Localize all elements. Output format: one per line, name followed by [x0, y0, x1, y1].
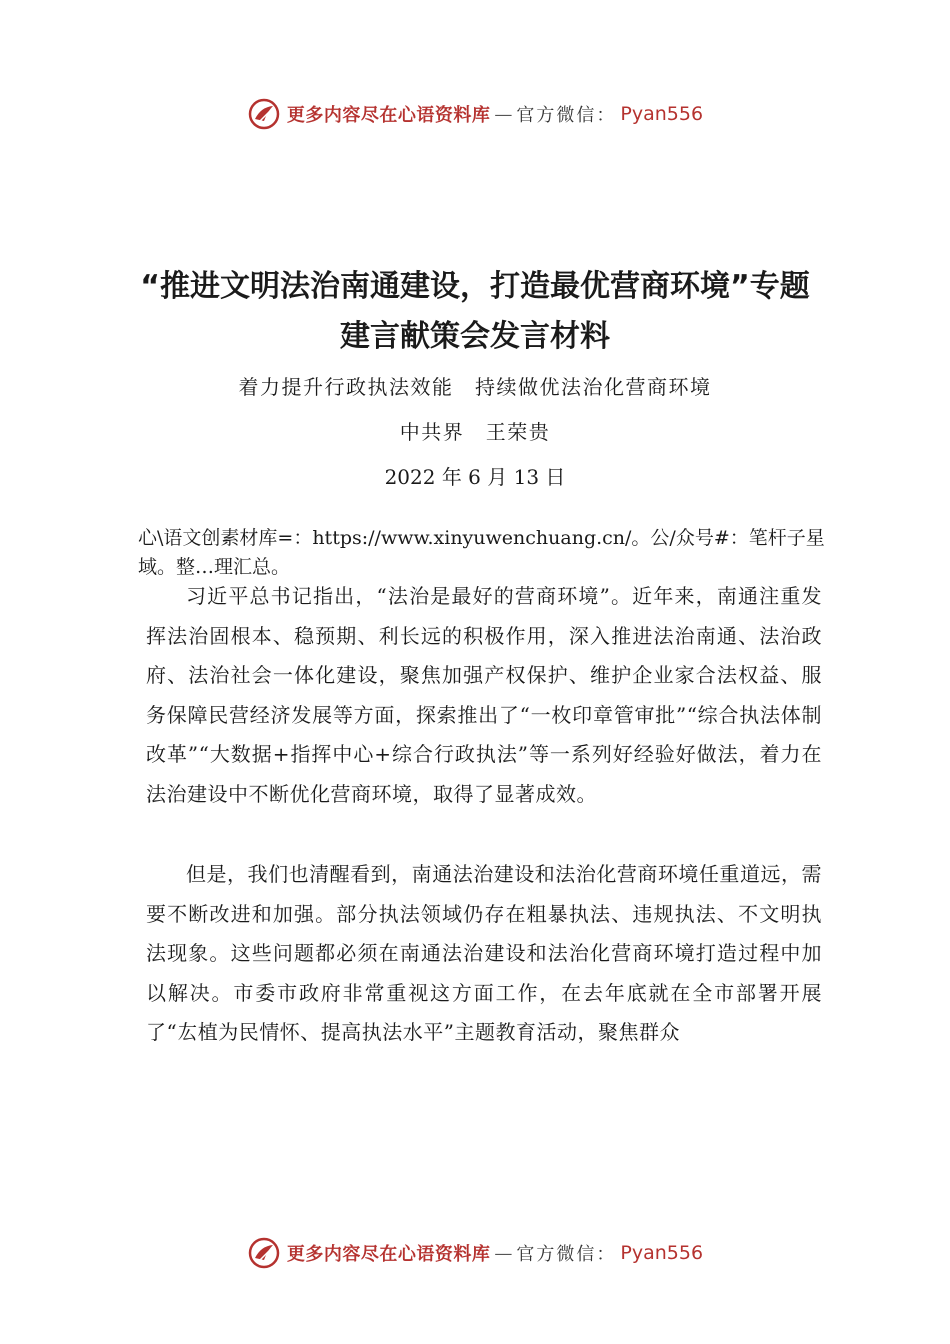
banner-brand-text: 更多内容尽在心语资料库	[286, 1244, 491, 1265]
banner-wechat-id: Pyan556	[620, 1242, 704, 1264]
footer-banner	[0, 1233, 950, 1273]
source-note: 心\语文创素材库=：https://www.xinyuwenchuang.cn/。公/众号#：笔杆子星域。整…理汇总。	[138, 527, 825, 578]
brand-logo-icon	[247, 1236, 281, 1270]
body-paragraph-2: 但是，我们也清醒看到，南通法治建设和法治化营商环境任重道远，需要不断改进和加强。部分执法领域仍存在粗暴执法、违规执法、不文明执法现象。这些问题都必须在南通法治建设和法治化营商环境打造过程中加以解决。市委市政府非常重视这方面工作，在去年底就在全市部署开展了“厷植为民情怀、提高执法水平”主题教育活动，聚焦群众	[146, 862, 822, 1045]
banner-wechat-label: 官方微信：	[516, 1244, 617, 1265]
banner-brand-text: 更多内容尽在心语资料库	[286, 105, 491, 126]
banner-separator: —	[494, 1242, 513, 1264]
banner-wechat-label: 官方微信：	[516, 105, 617, 126]
document-author: 中共界 王荣贵	[399, 420, 551, 444]
brand-logo-icon	[247, 97, 281, 131]
document-date: 2022 年 6 月 13 日	[384, 465, 566, 489]
body-paragraph-1: 习近平总书记指出，“法治是最好的营商环境”。近年来，南通注重发挥法治固根本、稳预期、利长远的积极作用，深入推进法治南通、法治政府、法治社会一体化建设，聚焦加强产权保护、维护企业家合法权益、服务保障民营经济发展等方面，探索推出了“一枚印章管审批”“综合执法体制改革”“大数据+指挥中心+综合行政执法”等一系列好经验好做法，着力在法治建设中不断优化营商环境，取得了显著成效。	[146, 584, 822, 806]
header-banner	[0, 94, 950, 134]
document-title: “推进文明法治南通建设，打造最优营商环境”专题建言献策会发言材料	[140, 269, 810, 354]
banner-separator: —	[494, 103, 513, 125]
document-subtitle: 着力提升行政执法效能 持续做优法治化营商环境	[238, 375, 712, 399]
banner-wechat-id: Pyan556	[620, 103, 704, 125]
